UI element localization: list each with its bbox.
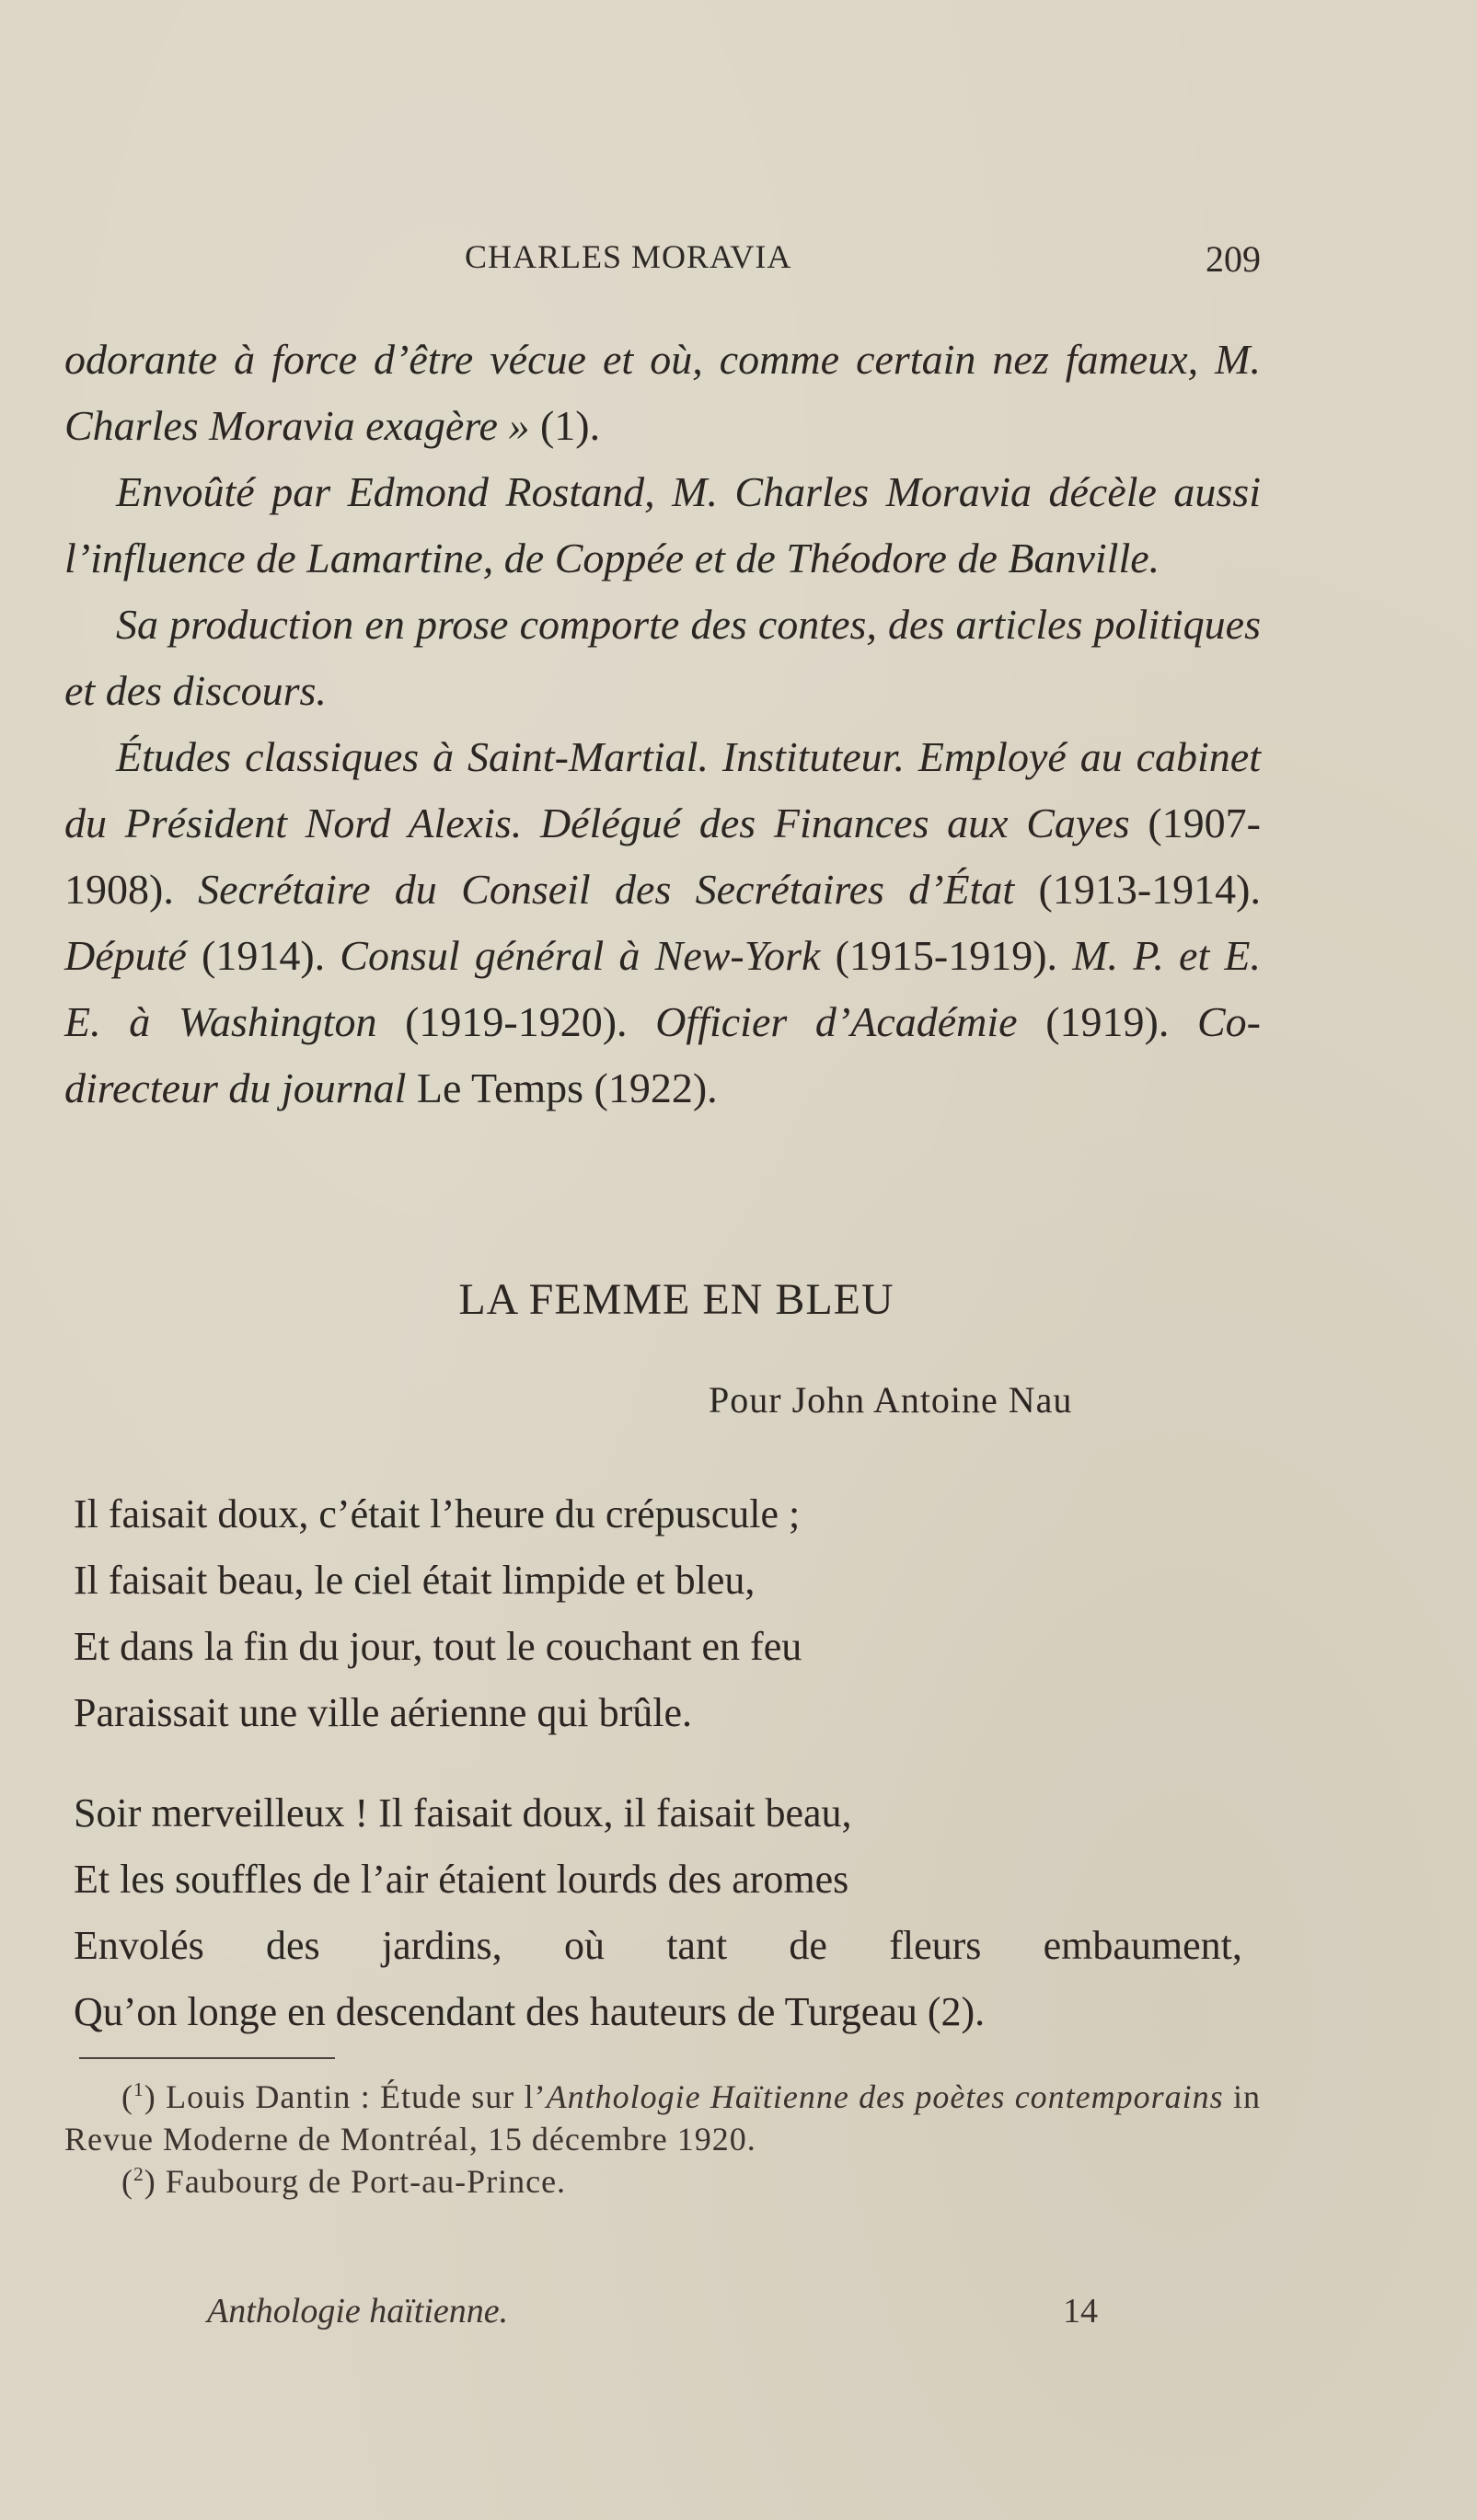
footnote-2: ($^2$) Faubourg de Port-au-Prince. (121, 2163, 567, 2200)
page-number: 209 (1206, 238, 1261, 280)
signature-mark: Anthologie haïtienne. (207, 2292, 509, 2330)
verse-line: Et les souffles de l’air étaient lourds des aromes (74, 1857, 849, 1902)
footnote-1-title: Anthologie Haïtienne des poètes contemporains (546, 2078, 1224, 2115)
career-text-a: Études classiques à Saint-Martial. Instituteur. Employé au cabinet du Président Nord Alexis. Délégué des Finances aux Cayes (64, 733, 1261, 846)
verse-line: Il faisait doux, c’était l’heure du crépuscule ; (74, 1491, 801, 1536)
poem-title: LA FEMME EN BLEU (458, 1275, 894, 1324)
career-text-h: Co-directeur du journal (64, 998, 1261, 1111)
verse-word: où (563, 1923, 605, 1968)
verse-line: Paraissait une ville aérienne qui brûle. (74, 1690, 692, 1735)
footnote-rule (79, 2057, 335, 2059)
biography-text (64, 327, 1261, 1122)
footnotes (64, 2076, 1261, 2203)
footnote-2-text: Faubourg de Port-au-Prince. (156, 2163, 567, 2200)
verse-word: embaument, (1043, 1923, 1242, 1968)
paragraph-prose-works: Sa production en prose comporte des contes, des articles politiques et des discours. (64, 601, 1261, 714)
verse-word: jardins, (381, 1923, 502, 1968)
verse-word: de (789, 1923, 827, 1968)
journal-name: Le Temps (1922). (416, 1064, 718, 1111)
page-footer (207, 2291, 1127, 2337)
career-text-g: Officier d’Académie (627, 998, 1046, 1045)
verse-word: Envolés (74, 1923, 204, 1968)
verse-word: fleurs (889, 1923, 982, 1968)
footnote-mark-1: 1 (133, 2078, 144, 2100)
career-date-5: (1919-1920). (405, 998, 628, 1045)
verse-line (74, 1979, 1261, 2045)
verse-line: Il faisait beau, le ciel était limpide et bleu, (74, 1558, 756, 1603)
career-date-6: (1919). (1045, 998, 1170, 1045)
verse-line-justified (74, 1913, 1242, 1979)
footnote-ref-1: (1). (539, 402, 601, 449)
paragraph-career (64, 724, 1261, 1122)
verse-line: Et dans la fin du jour, tout le couchant en feu (74, 1624, 802, 1669)
career-text-b: Secrétaire du Conseil des Secrétaires d’État (173, 866, 1039, 913)
paragraph-influences: Envoûté par Edmond Rostand, M. Charles Moravia décèle aussi l’influence de Lamartine, de Coppée et de Théodore de Banville. (64, 468, 1261, 581)
career-text-e: Consul général à New-York (325, 932, 836, 979)
running-head: CHARLES MORAVIA (465, 238, 792, 275)
verse-word: des (266, 1923, 320, 1968)
verse-word: tant (666, 1923, 728, 1968)
paragraph-quote-end (64, 327, 1261, 459)
career-text-f: M. P. et E. E. à Washington (64, 932, 1261, 1045)
career-date-4: (1915-1919). (835, 932, 1058, 979)
verse-line: Soir merveilleux ! Il faisait doux, il faisait beau, (74, 1790, 852, 1835)
stanza-1 (74, 1481, 1261, 1746)
footnote-1-text-b: in Revue Moderne de Montréal, 15 décembre 1920. (64, 2078, 1261, 2158)
page-header (64, 237, 1261, 293)
verse-text: Qu’on longe en descendant des hauteurs de Turgeau (74, 1989, 928, 2034)
career-date-1: (1907-1908). (64, 800, 1261, 913)
career-date-2: (1913-1914). (1038, 866, 1261, 913)
footnote-mark-2: 2 (133, 2163, 144, 2185)
poem-dedication: Pour John Antoine Nau (709, 1379, 1073, 1421)
quote-text: odorante à force d’être vécue et où, comme certain nez fameux, M. Charles Moravia exagère » (64, 336, 1261, 449)
career-date-3: (1914). (202, 932, 326, 979)
footnote-1-text-a: Louis Dantin : Étude sur l’ (156, 2078, 547, 2115)
career-text-c: Député (64, 932, 202, 979)
signature-number: 14 (1063, 2292, 1098, 2330)
stanza-2 (74, 1780, 1261, 2045)
footnote-ref-2: (2). (927, 1989, 986, 2034)
footnote-1: ($^1$) Louis Dantin : Étude sur l’Anthologie Haïtienne des poètes contemporains in Revue Moderne de Montréal, 15 décembre 1920. (64, 2078, 1261, 2158)
